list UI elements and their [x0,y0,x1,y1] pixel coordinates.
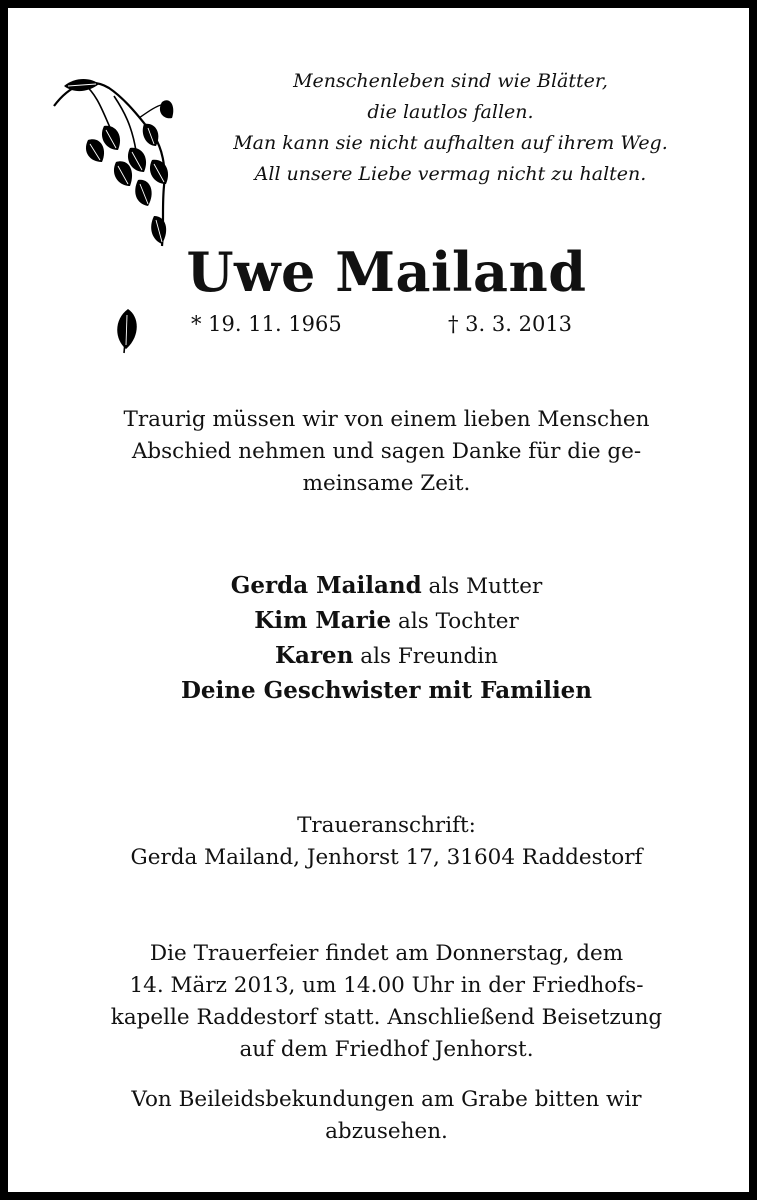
mourner-relation: als Tochter [398,609,519,634]
falling-leaf-icon [108,305,144,357]
mourner-name: Gerda Mailand [230,572,422,599]
mourners-list [8,569,757,709]
leaf-branch-icon [44,66,184,256]
poem [173,66,728,190]
mourner-relation: als Mutter [428,574,543,599]
mourning-address [8,810,757,874]
ceremony-info [8,938,757,1066]
ceremony-line: kapelle Raddestorf statt. Anschließend Beisetzung [110,1005,663,1030]
address-value: Gerda Mailand, Jenhorst 17, 31604 Raddestorf [130,845,643,870]
deceased-name: Uwe Mailand [186,240,587,304]
poem-line: All unsere Liebe vermag nicht zu halten. [254,163,647,185]
mourner-entry [8,674,757,709]
intro-line: Abschied nehmen und sagen Danke für die ge- [131,439,642,464]
mourner-name: Deine Geschwister mit Familien [180,677,593,704]
ceremony-line: auf dem Friedhof Jenhorst. [239,1037,534,1062]
mourner-name: Kim Marie [254,607,392,634]
death-date: † 3. 3. 2013 [448,312,573,336]
mourner-name: Karen [275,642,354,669]
intro-line: meinsame Zeit. [302,471,471,496]
condolence-line: Von Beileidsbekundungen am Grabe bitten wir [131,1087,642,1112]
intro-line: Traurig müssen wir von einem lieben Menschen [123,407,650,432]
mourner-entry [8,604,757,639]
ceremony-line: 14. März 2013, um 14.00 Uhr in der Friedhofs- [129,973,644,998]
poem-line: Menschenleben sind wie Blätter, [293,70,608,92]
condolence-line: abzusehen. [325,1119,448,1144]
mourner-entry [8,639,757,674]
poem-line: Man kann sie nicht aufhalten auf ihrem Weg. [233,132,668,154]
mourner-relation: als Freundin [360,644,498,669]
address-label: Traueranschrift: [297,813,476,838]
condolence-note [8,1084,757,1148]
poem-line: die lautlos fallen. [367,101,534,123]
ceremony-line: Die Trauerfeier findet am Donnerstag, dem [149,941,624,966]
intro-text [8,404,757,500]
birth-date: * 19. 11. 1965 [191,312,342,336]
mourner-entry [8,569,757,604]
